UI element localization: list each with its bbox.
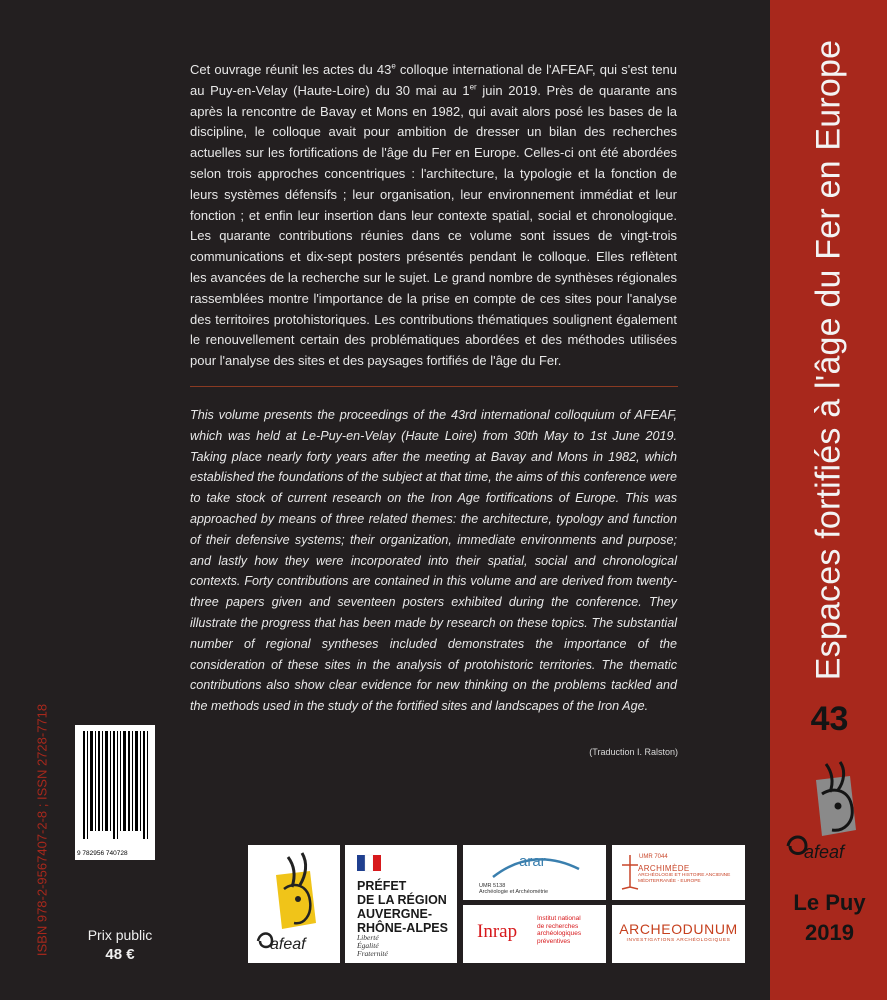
prefet-name xyxy=(357,879,448,935)
archimede-name: ARCHIMÈDE xyxy=(638,864,690,873)
archeodunum-logo xyxy=(612,905,745,963)
arar-name: arar xyxy=(519,853,546,870)
place-name: Le Puy xyxy=(793,890,866,915)
archeodunum-subtitle: INVESTIGATIONS ARCHÉOLOGIQUES xyxy=(626,938,731,943)
prefet-line: DE LA RÉGION xyxy=(357,893,447,907)
price-value: 48 € xyxy=(105,946,135,963)
volume-number: 43 xyxy=(810,700,849,738)
barcode-graphic xyxy=(75,725,155,860)
barcode-digits: 9 782956 740728 xyxy=(77,850,128,857)
afeaf-emblem-icon xyxy=(248,845,340,963)
barcode xyxy=(75,725,155,860)
french-text-part1: Cet ouvrage réunit les actes du 43 xyxy=(190,62,392,77)
spine-logo-text: afeaf xyxy=(804,842,845,862)
archimede-subtitle: ARCHÉOLOGIE ET HISTOIRE ANCIENNE MÉDITERRANÉE - EUROPE xyxy=(638,873,731,884)
arar-logo xyxy=(463,845,606,900)
spine-title-block xyxy=(774,40,884,680)
isbn-block xyxy=(30,680,54,980)
prefet-motto xyxy=(357,934,388,958)
archeodunum-name: ARCHEODUNUM xyxy=(619,921,738,937)
arar-subtitle: UMR 5138 Archéologie et Archéométrie xyxy=(479,883,549,895)
french-text-part2: colloque international de l'AFEAF, qui s'est tenu au Puy-en-Velay (Haute-Loire) du 30 mai au 1 xyxy=(190,62,678,98)
french-text-part3: juin 2019. Près de quarante ans après la rencontre de Bavay et Mons en 1982, qui avait alors posé les bases de la discipline, le colloque avait pour ambition de dresser un bilan des recherches actuelles sur les fortifications de l'âge du Fer en Europe. Celles-ci ont été abordées selon trois approches concentriques : l'architecture, la typologie et la fonction de leurs systèmes défensifs ; leur organisation, leur environnement immédiat et leur fonction ; et enfin leur insertion dans leur contexte spatial, social et chronologique. Les quarante contributions réunies dans ce volume sont issues de vingt-trois communications et dix-sept posters présentés pendant le colloque. Elles reflètent les avancées de la recherche sur le sujet. Le grand nombre de synthèses régionales rassemblées montre l'importance de la prise en compte de ces sites pour l'analyse des territoires protohistoriques. Les contributions thématiques soulignent également le renouvellement certain des problématiques abordées et des méthodes utilisées pour l'analyse des sites et des paysages fortifiés de l'âge du Fer. xyxy=(190,82,677,369)
motto-line: Fraternité xyxy=(357,949,388,958)
spine-place xyxy=(772,888,887,948)
afeaf-emblem-icon xyxy=(778,760,878,870)
spine-afeaf-logo xyxy=(778,760,878,870)
divider xyxy=(190,386,678,387)
french-summary xyxy=(190,60,677,372)
marianne-flag-icon xyxy=(357,853,381,873)
motto-line: Liberté xyxy=(357,933,379,942)
inrap-name: Inrap xyxy=(477,921,518,942)
prefet-line: RHÔNE-ALPES xyxy=(357,921,448,935)
translation-credit: (Traduction I. Ralston) xyxy=(589,747,678,757)
afeaf-logo-text: afeaf xyxy=(270,936,306,953)
motto-line: Égalité xyxy=(357,941,379,950)
prefet-logo xyxy=(345,845,457,963)
archimede-year: UMR 7044 xyxy=(639,854,668,860)
place-year: 2019 xyxy=(805,920,854,945)
english-summary: This volume presents the proceedings of the 43rd international colloquium of AFEAF, which was held at Le-Puy-en-Velay (Haute Loire) from 30th May to 1st June 2019. Taking place nearly forty years after the meeting at Bavay and Mons in 1982, which established the foundations of the subject at that time, the aims of this conference were to take stock of current research on the Iron Age fortifications of Europe. This was approached by means of three related themes: the architecture, typology and function of their defensive systems; their organization, immediate environments and purpose; and lastly how they were incorporated into their spatial, social and chronological contexts. Forty contributions are contained in this volume and are derived from twenty-three papers given and seventeen posters exhibited during the conference. They illustrate the progress that has been made by research on these topics. The substantial number of regional syntheses included demonstrates the importance of the consideration of these sites in the analysis of protohistoric territories. The thematic contributions also show clear evidence for new thinking on the problems tackled and the methods used in the study of the fortified sites and landscapes of the Iron Age. xyxy=(190,408,677,714)
inrap-logo xyxy=(463,905,606,963)
archimede-logo xyxy=(612,845,745,900)
superscript: e xyxy=(391,61,396,71)
prefet-line: AUVERGNE- xyxy=(357,907,433,921)
afeaf-logo xyxy=(248,845,340,963)
isbn-text: ISBN 978-2-9567407-2-8 ; ISSN 2728-7718 xyxy=(34,703,50,957)
prefet-line: PRÉFET xyxy=(357,879,407,893)
price-label: Prix public xyxy=(87,927,153,943)
spine-title: Espaces fortifiés à l'âge du Fer en Europe xyxy=(809,39,848,681)
superscript: er xyxy=(469,82,477,92)
inrap-subtitle: Institut national de recherches archéologiques préventives xyxy=(537,915,582,945)
